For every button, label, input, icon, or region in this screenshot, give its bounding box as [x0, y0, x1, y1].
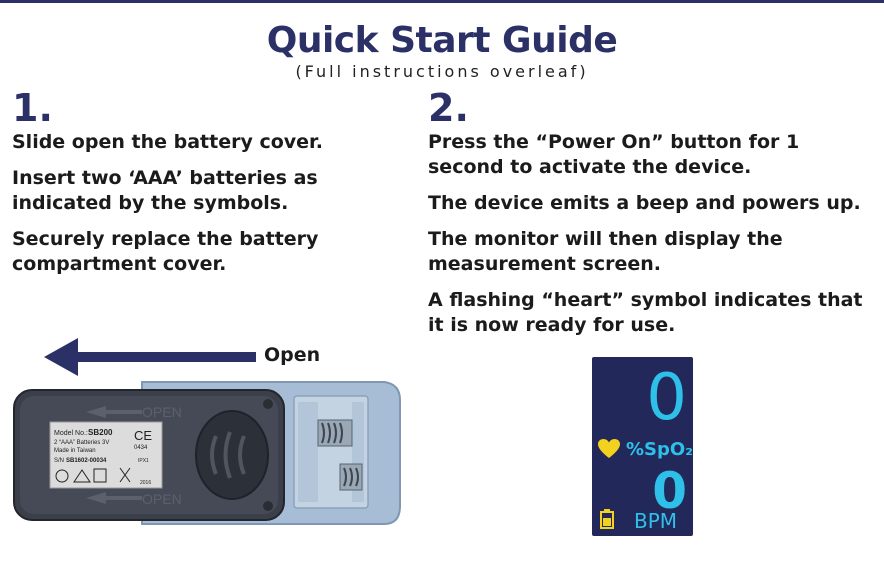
- step1-instructions: [12, 130, 342, 288]
- step2-instructions: [428, 130, 878, 349]
- device-open-top-text: OPEN: [142, 404, 182, 420]
- spo2-label: %SpO₂: [626, 439, 694, 460]
- step1-paragraph: Insert two ‘AAA’ batteries as indicated by the symbols.: [12, 167, 318, 214]
- device-open-bottom-text: OPEN: [142, 491, 182, 507]
- device-ip-rating: IPX1: [138, 458, 149, 464]
- battery-spring: [318, 420, 352, 446]
- bpm-label: BPM: [634, 509, 678, 533]
- finger-grip: [196, 411, 268, 499]
- step2-number: 2.: [428, 86, 469, 130]
- heart-icon: [598, 439, 620, 459]
- ce-mark: CE: [134, 428, 153, 443]
- device-year: 2016: [140, 480, 152, 486]
- page-title: Quick Start Guide: [266, 20, 618, 61]
- arrow-left-icon: [44, 338, 256, 376]
- open-label: Open: [264, 344, 321, 366]
- device-made-in: Made in Taiwan: [54, 448, 96, 454]
- step2-paragraph: Press the “Power On” button for 1 second to activate the device.: [428, 131, 800, 178]
- step2-paragraph: A flashing “heart” symbol indicates that it is now ready for use.: [428, 289, 863, 336]
- spo2-value: 0: [646, 361, 687, 435]
- device-model: SB200: [88, 428, 113, 437]
- ce-number: 0434: [134, 445, 148, 451]
- battery-spring: [340, 464, 362, 490]
- oximeter-device-illustration: [12, 378, 404, 530]
- step1-paragraph: Securely replace the battery compartment cover.: [12, 228, 319, 275]
- step1-paragraph: Slide open the battery cover.: [12, 131, 323, 153]
- device-serial: SB1602-00034: [66, 458, 107, 464]
- device-model-prefix: Model No.:: [54, 430, 88, 437]
- battery-icon: [600, 509, 614, 529]
- step1-number: 1.: [12, 86, 53, 130]
- step2-paragraph: The device emits a beep and powers up.: [428, 192, 861, 214]
- oximeter-display: [592, 357, 693, 536]
- top-rule: [0, 0, 884, 3]
- page-subtitle: (Full instructions overleaf): [295, 62, 589, 81]
- device-serial-prefix: S/N: [54, 458, 65, 464]
- step2-paragraph: The monitor will then display the measurement screen.: [428, 228, 783, 275]
- bpm-value: 0: [652, 462, 687, 520]
- device-batteries-text: 2 “AAA” Batteries 3V: [54, 440, 110, 446]
